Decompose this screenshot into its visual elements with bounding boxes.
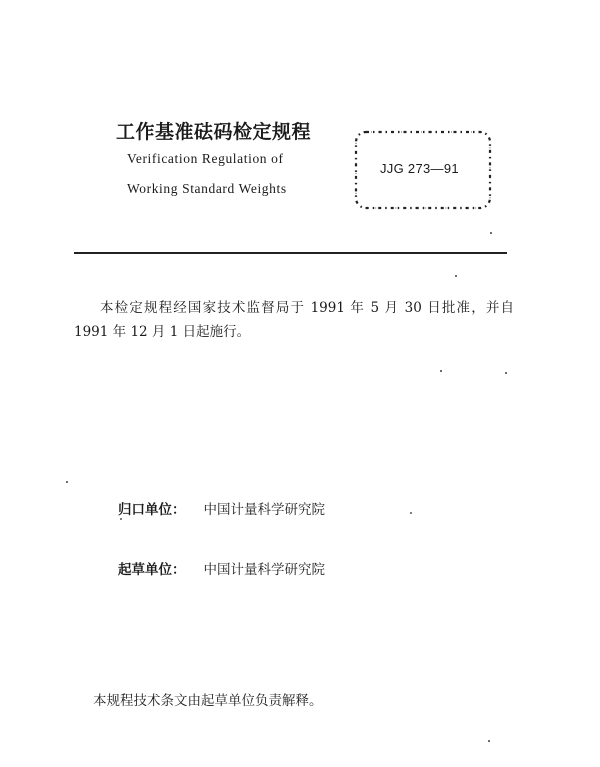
unit-value: 中国计量科学研究院 <box>203 562 325 578</box>
unit-row-responsible <box>118 498 325 518</box>
scan-speck <box>410 512 412 514</box>
document-title-chinese: 工作基准砝码检定规程 <box>116 121 312 143</box>
scan-speck <box>455 275 457 277</box>
regulation-code: JJG 273—91 <box>380 161 459 176</box>
document-title-english-line2: Working Standard Weights <box>127 181 287 196</box>
scan-speck <box>505 372 507 374</box>
unit-row-drafting <box>118 558 325 578</box>
document-title-english-line1: Verification Regulation of <box>127 151 284 166</box>
scan-speck <box>66 481 68 483</box>
scan-speck <box>120 518 122 520</box>
scan-speck <box>488 740 490 742</box>
unit-label: 归口单位： <box>118 502 186 518</box>
scan-speck <box>490 232 492 234</box>
approval-paragraph: 本检定规程经国家技术监督局于 1991 年 5 月 30 日批准，并自 1991 年 12 月 1 日起施行。 <box>74 300 514 340</box>
unit-value: 中国计量科学研究院 <box>203 502 325 518</box>
scan-speck <box>440 370 442 372</box>
interpretation-note: 本规程技术条文由起草单位负责解释。 <box>93 693 323 709</box>
horizontal-divider <box>74 252 507 254</box>
unit-label: 起草单位： <box>118 562 186 578</box>
